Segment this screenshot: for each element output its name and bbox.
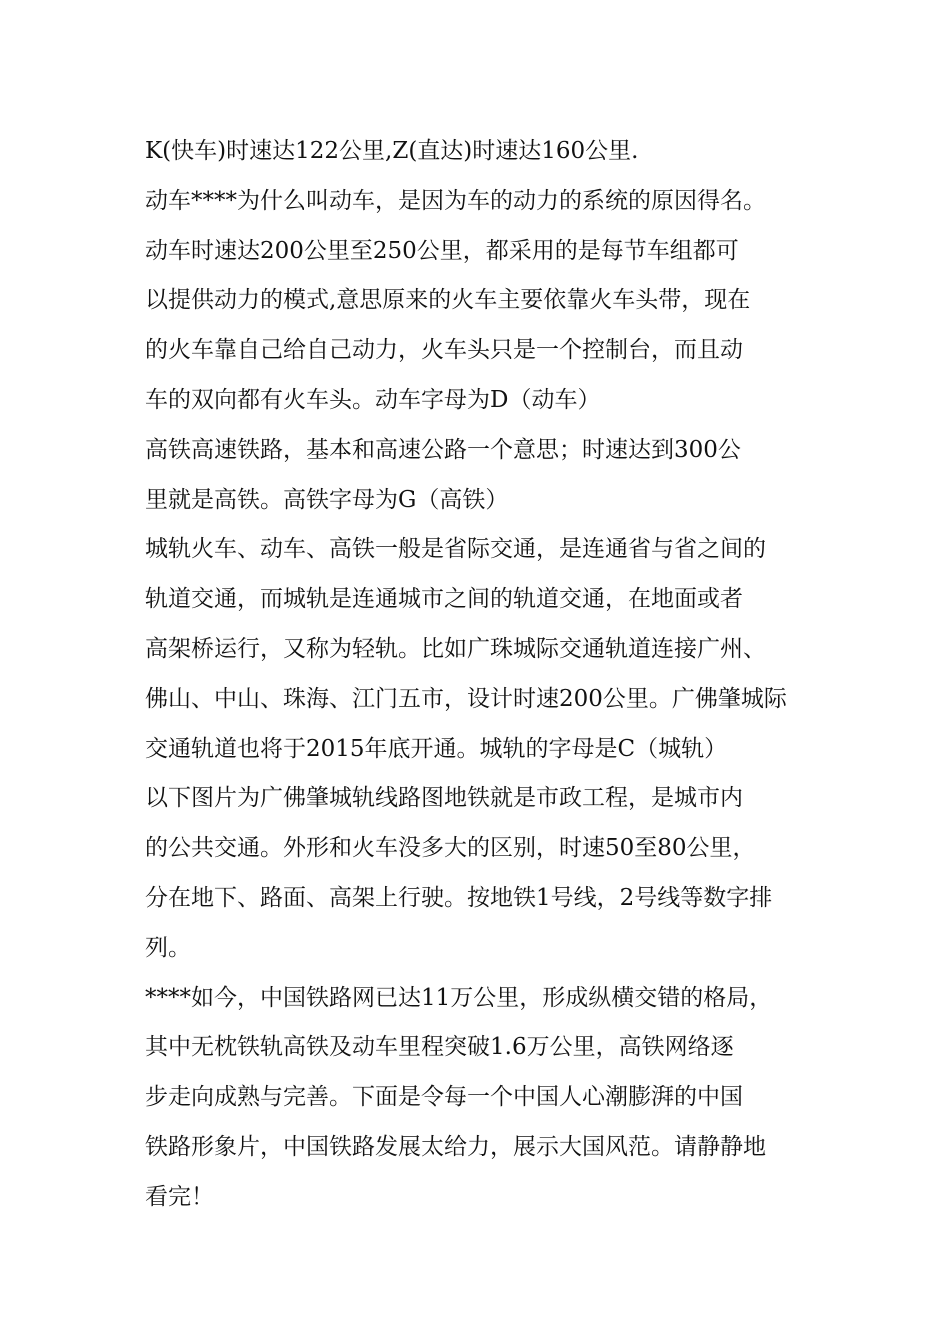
text-line: 步走向成熟与完善。下面是令每一个中国人心潮膨湃的中国 (145, 1084, 743, 1111)
text-line: 的火车靠自己给自己动力，火车头只是一个控制台，而且动 (145, 337, 743, 364)
text-line: 动车时速达200公里至250公里，都采用的是每节车组都可 (145, 237, 739, 264)
text-line: 以提供动力的模式,意思原来的火车主要依靠火车头带，现在 (145, 287, 751, 314)
text-line: 动车****为什么叫动车，是因为车的动力的系统的原因得名。 (145, 187, 766, 214)
text-line: 其中无枕铁轨高铁及动车里程突破1.6万公里，高铁网络逐 (145, 1034, 734, 1061)
text-line: 城轨火车、动车、高铁一般是省际交通，是连通省与省之间的 (145, 536, 766, 563)
text-line: 以下图片为广佛肇城轨线路图地铁就是市政工程，是城市内 (145, 785, 743, 812)
text-line: 里就是高铁。高铁字母为G（高铁） (145, 486, 509, 513)
text-line: 列。 (145, 934, 191, 961)
text-line: 佛山、中山、珠海、江门五市，设计时速200公里。广佛肇城际 (145, 685, 787, 712)
text-line: 高架桥运行，又称为轻轨。比如广珠城际交通轨道连接广州、 (145, 635, 766, 662)
text-line: 轨道交通，而城轨是连通城市之间的轨道交通，在地面或者 (145, 586, 743, 613)
text-line: 高铁高速铁路，基本和高速公路一个意思；时速达到300公 (145, 436, 741, 463)
text-line: 车的双向都有火车头。动车字母为D（动车） (145, 386, 601, 413)
text-line: ****如今，中国铁路网已达11万公里，形成纵横交错的格局， (145, 984, 773, 1011)
text-line: 分在地下、路面、高架上行驶。按地铁1号线，2号线等数字排 (145, 884, 773, 911)
text-line: 的公共交通。外形和火车没多大的区别，时速50至80公里， (145, 835, 756, 862)
text-line: K(快车)时速达122公里,Z(直达)时速达160公里. (145, 138, 639, 164)
text-line: 铁路形象片，中国铁路发展太给力，展示大国风范。请静静地 (145, 1133, 766, 1160)
text-line: 交通轨道也将于2015年底开通。城轨的字母是C（城轨） (145, 735, 728, 762)
document-body (145, 127, 835, 1223)
text-line: 看完！ (145, 1183, 214, 1210)
